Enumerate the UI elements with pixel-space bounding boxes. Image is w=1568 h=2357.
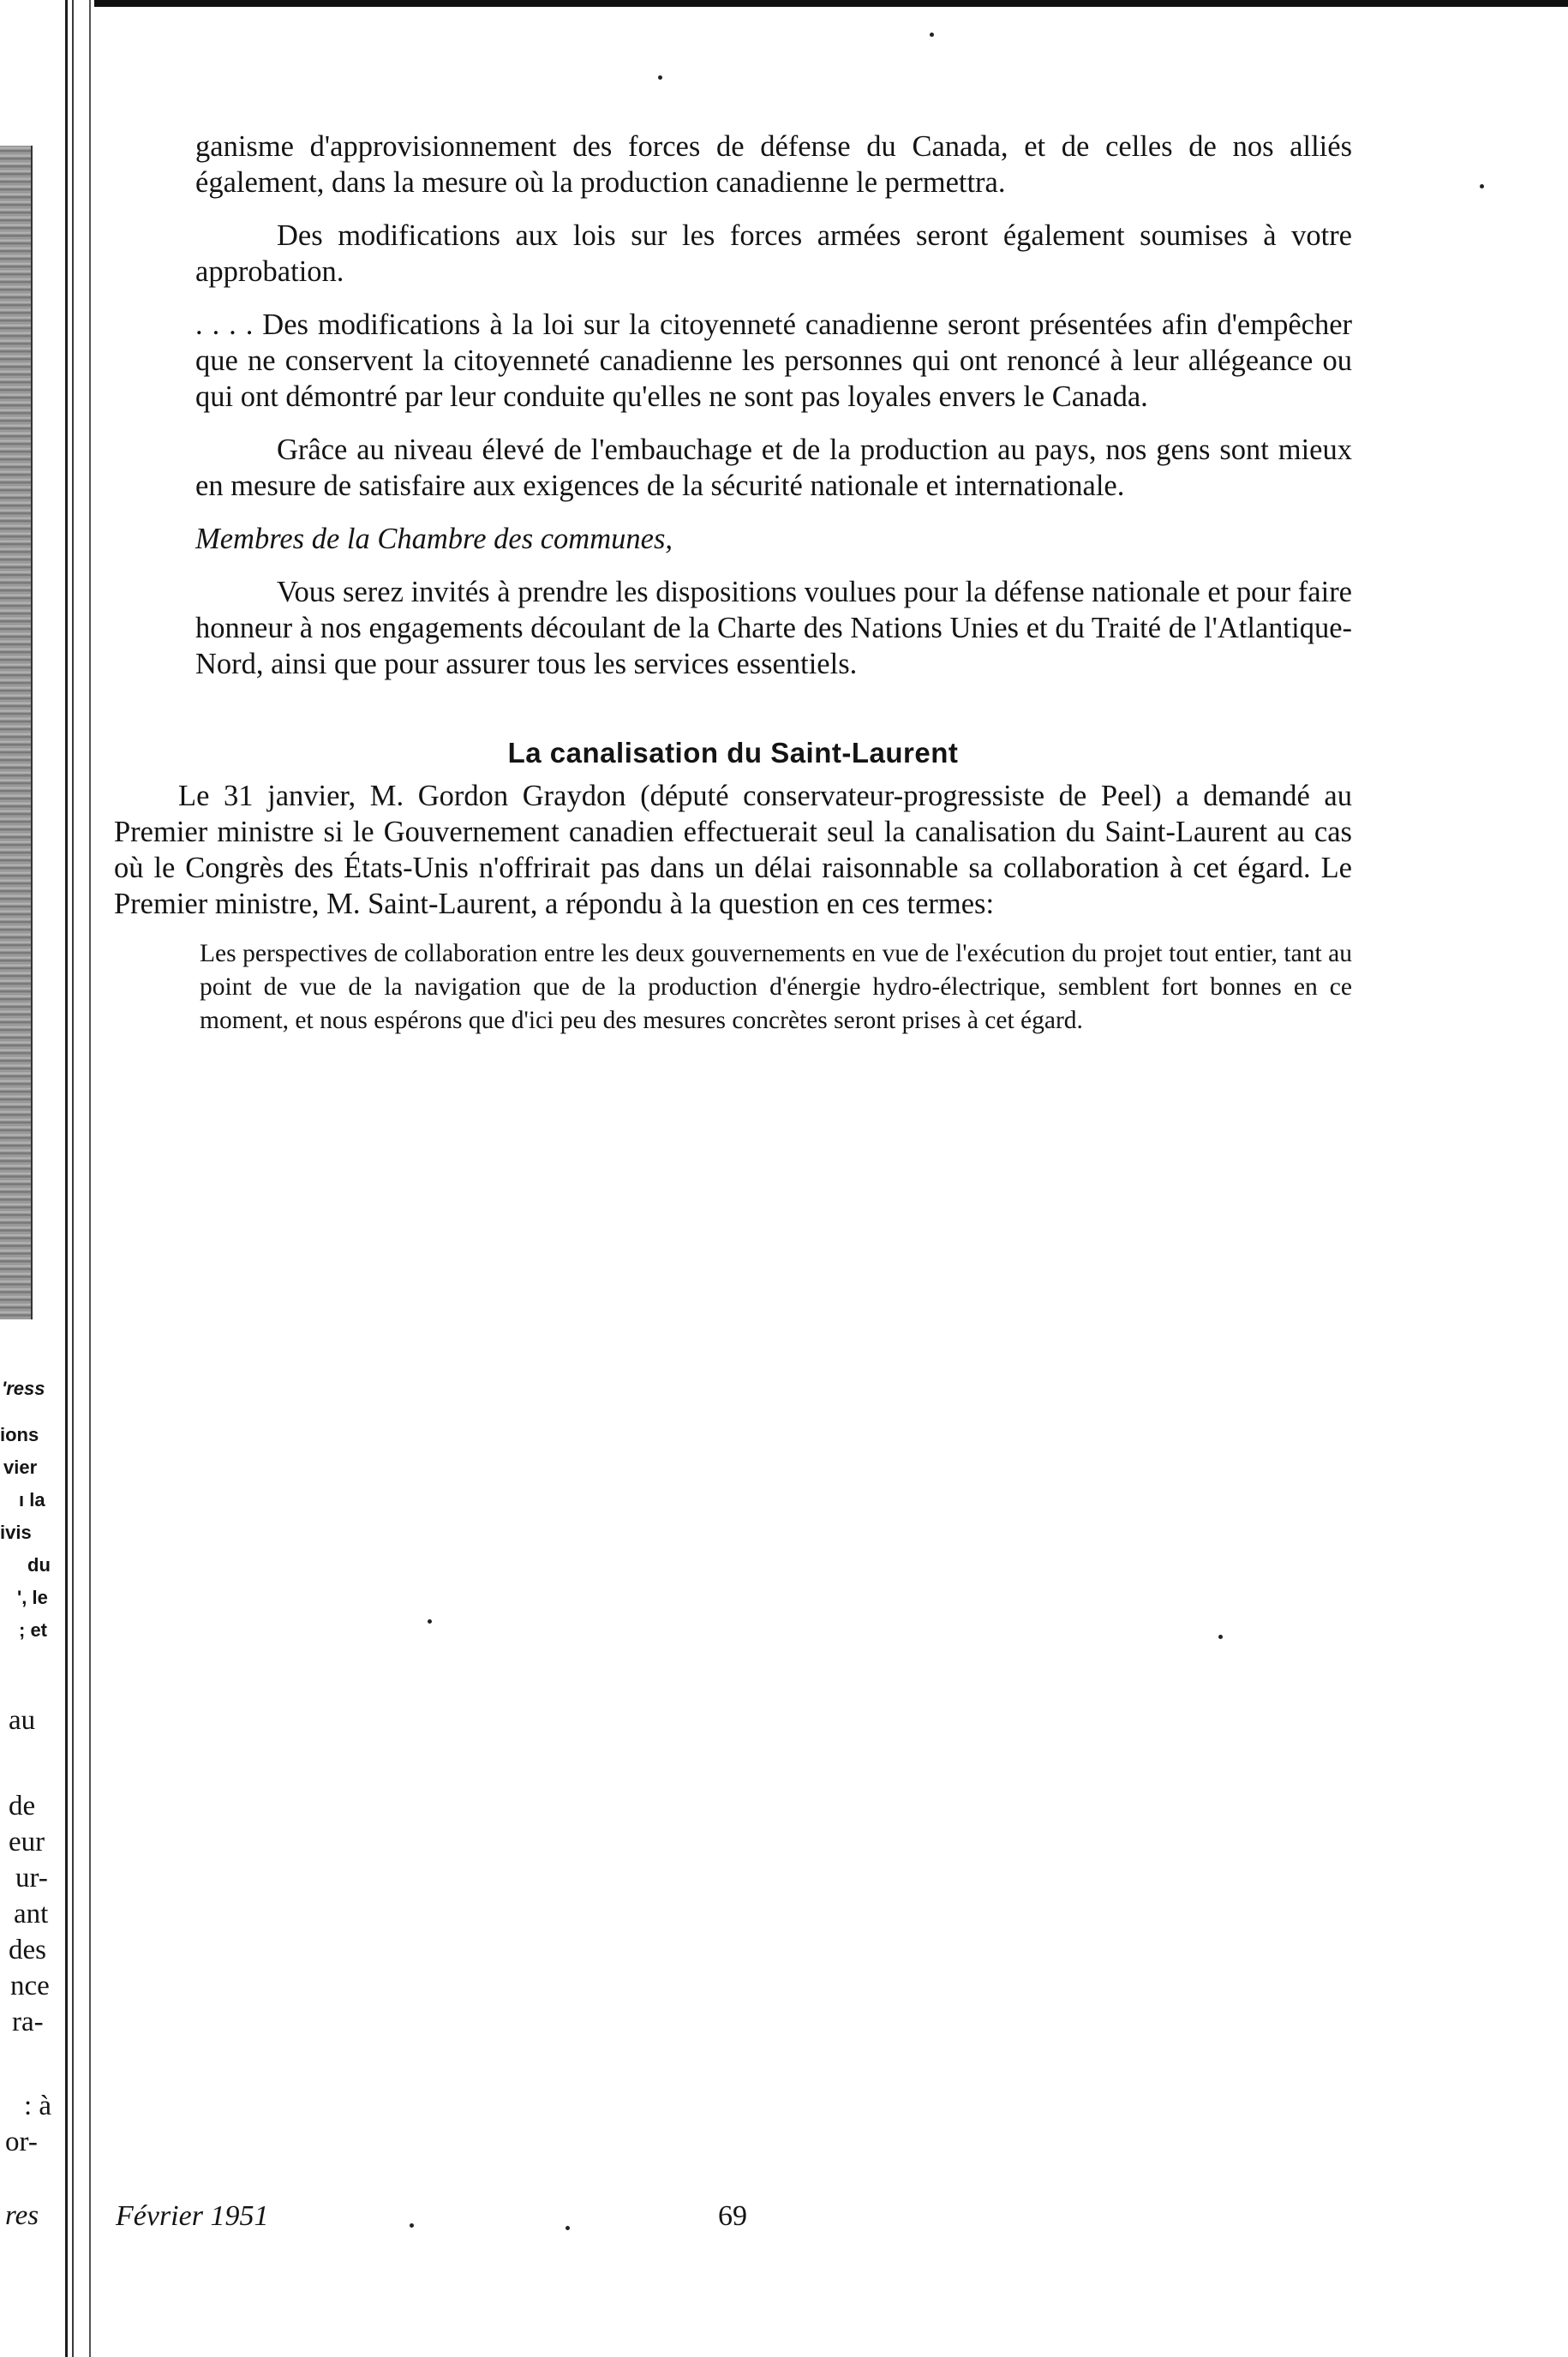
- section-heading: La canalisation du Saint-Laurent: [507, 737, 959, 769]
- bleed-word: des: [9, 1935, 46, 1965]
- bleed-word: ı la: [19, 1489, 45, 1511]
- scan-speck: [566, 2226, 570, 2230]
- bleed-word: ivis: [0, 1522, 32, 1543]
- bleed-word: : à: [24, 2091, 52, 2121]
- paragraph: Le 31 janvier, M. Gordon Graydon (député conservateur-progressiste de Peel) a demandé au Premier ministre si le Gouvernement canadien effectuerait seul la canalisation du Saint-Laurent au cas où le Congrès des États-Unis n'offrirait pas dans un délai raisonnable sa collaboration à cet égard. Le Premier ministre, M. Saint-Laurent, a répondu à la question en ces termes:: [114, 780, 1352, 920]
- bleed-word: ra-: [12, 2007, 44, 2037]
- bleed-word: ', le: [17, 1587, 48, 1608]
- scan-speck: [428, 1619, 432, 1624]
- paragraph: Des modifications aux lois sur les forces armées seront également soumises à votre approbation.: [195, 219, 1352, 288]
- bleed-word: ; et: [19, 1619, 47, 1641]
- bleed-word: ur-: [15, 1863, 48, 1893]
- paragraph: Vous serez invités à prendre les dispositions voulues pour la défense nationale et pour faire honneur à nos engagements découlant de la Charte des Nations Unies et du Traité de l'Atlantique-Nord, ainsi que pour assurer tous les services essentiels.: [195, 576, 1352, 680]
- main-text-column: [114, 129, 1352, 1038]
- paragraph: . . . . Des modifications à la loi sur la citoyenneté canadienne seront présentées afin d'empêcher que ne conservent la citoyenneté canadienne les personnes qui ont renoncé à leur allégeance ou qui ont démontré par leur conduite qu'elles ne sont pas loyales envers le Canada.: [195, 308, 1352, 413]
- scan-speck: [1480, 184, 1484, 188]
- page-number: 69: [718, 2200, 747, 2232]
- binding-edge-line: [72, 0, 74, 2357]
- bleed-word: or-: [5, 2127, 38, 2157]
- scan-speck: [410, 2223, 414, 2228]
- footer-date: Février 1951: [116, 2200, 269, 2232]
- top-edge-rule: [94, 0, 1568, 7]
- scan-speck: [658, 75, 662, 80]
- bleed-word: du: [27, 1554, 51, 1576]
- bleed-word: ant: [14, 1899, 49, 1929]
- bleed-word: res: [5, 2200, 39, 2231]
- adjacent-photo-edge: [0, 146, 33, 1319]
- bleed-word: ions: [0, 1424, 39, 1445]
- bleed-caption-fragment: 'ress: [2, 1378, 45, 1399]
- bleed-word: vier: [3, 1457, 38, 1478]
- paragraph-continued: ganisme d'approvisionnement des forces de défense du Canada, et de celles de nos alliés également, dans la mesure où la production canadienne le permettra.: [195, 130, 1352, 199]
- bleed-word: nce: [10, 1971, 50, 2001]
- block-quote: Les perspectives de collaboration entre les deux gouvernements en vue de l'exécution du projet tout entier, tant au point de vue de la navigation que de la production d'énergie hydro-électrique, semblent fort bonnes en ce moment, et nous espérons que d'ici peu des mesures concrètes seront prises à cet égard.: [200, 940, 1352, 1034]
- binding-edge-line: [65, 0, 68, 2357]
- bleed-word: au: [9, 1705, 36, 1736]
- bleed-word: de: [9, 1791, 36, 1822]
- scan-speck: [1218, 1635, 1223, 1639]
- adjacent-page-strip: [0, 0, 94, 2357]
- bleed-word: eur: [9, 1827, 45, 1857]
- address-heading: Membres de la Chambre des communes,: [195, 523, 673, 555]
- binding-edge-line: [89, 0, 91, 2357]
- paragraph: Grâce au niveau élevé de l'embauchage et de la production au pays, nos gens sont mieux en mesure de satisfaire aux exigences de la sécurité nationale et internationale.: [195, 434, 1352, 502]
- scan-speck: [930, 33, 934, 37]
